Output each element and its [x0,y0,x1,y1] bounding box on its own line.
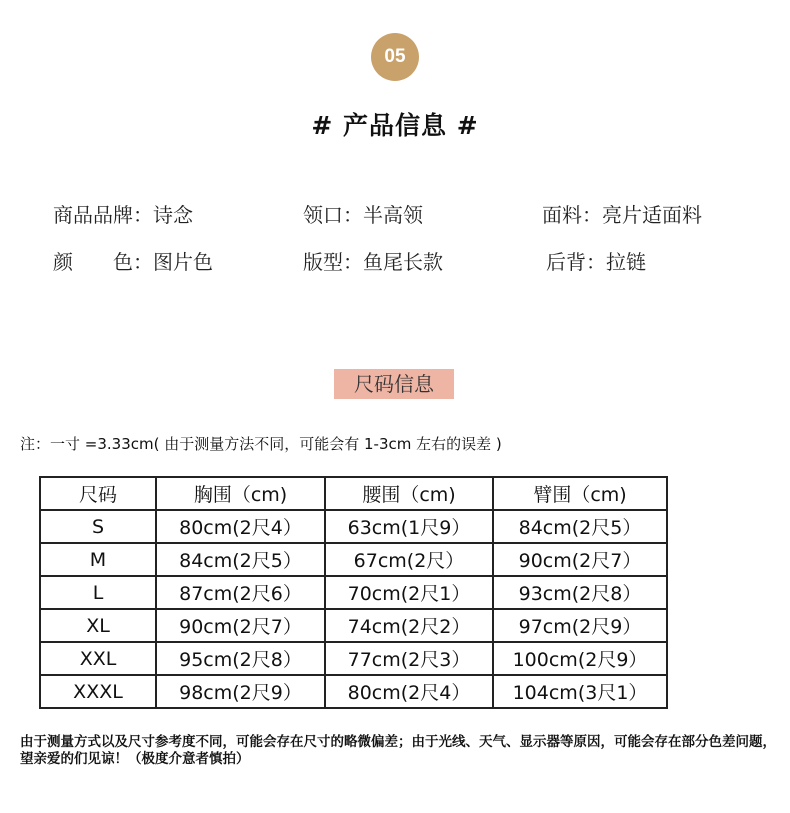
info-brand [53,199,193,228]
table-row [40,609,667,642]
section-number-badge: 05 [371,33,419,81]
cell-waist: 67cm(2尺） [325,543,493,576]
cell-waist: 74cm(2尺2） [325,609,493,642]
cell-size: L [40,576,156,609]
cell-bust: 95cm(2尺8） [156,642,325,675]
cell-size: S [40,510,156,543]
measurement-note: 注：一寸 =3.33cm( 由于测量方法不同，可能会有 1-3cm 左右的误差 ) [20,435,502,453]
header-waist: 腰围（cm) [325,477,493,510]
table-row [40,510,667,543]
cell-size: M [40,543,156,576]
size-table [39,476,668,709]
cell-waist: 70cm(2尺1） [325,576,493,609]
info-value: 诗念 [153,203,193,227]
info-key: 商品品牌： [53,203,153,227]
cell-arm: 93cm(2尺8） [493,576,667,609]
table-row [40,543,667,576]
info-color [53,246,213,275]
info-fabric [542,199,702,228]
cell-arm: 100cm(2尺9） [493,642,667,675]
cell-waist: 63cm(1尺9） [325,510,493,543]
cell-size: XL [40,609,156,642]
cell-waist: 80cm(2尺4） [325,675,493,708]
info-key: 后背： [546,250,606,274]
header-arm: 臂围（cm) [493,477,667,510]
cell-size: XXXL [40,675,156,708]
table-row [40,675,667,708]
size-section-label: 尺码信息 [334,369,454,399]
cell-bust: 84cm(2尺5） [156,543,325,576]
table-row [40,576,667,609]
info-key: 领口： [303,203,363,227]
info-key: 颜 色： [53,250,153,274]
header-bust: 胸围（cm) [156,477,325,510]
cell-arm: 104cm(3尺1） [493,675,667,708]
info-value: 鱼尾长款 [363,250,443,274]
info-value: 图片色 [153,250,213,274]
info-key: 面料： [542,203,602,227]
header-size: 尺码 [40,477,156,510]
info-value: 半高领 [363,203,423,227]
cell-arm: 84cm(2尺5） [493,510,667,543]
cell-bust: 80cm(2尺4） [156,510,325,543]
cell-bust: 87cm(2尺6） [156,576,325,609]
cell-bust: 90cm(2尺7） [156,609,325,642]
cell-bust: 98cm(2尺9） [156,675,325,708]
info-back [546,246,646,275]
cell-arm: 97cm(2尺9） [493,609,667,642]
cell-arm: 90cm(2尺7） [493,543,667,576]
info-key: 版型： [303,250,363,274]
table-header-row [40,477,667,510]
page-title: # 产品信息 # [311,111,479,140]
table-row [40,642,667,675]
info-style [303,246,443,275]
info-collar [303,199,423,228]
info-value: 拉链 [606,250,646,274]
cell-size: XXL [40,642,156,675]
cell-waist: 77cm(2尺3） [325,642,493,675]
disclaimer-text: 由于测量方式以及尺寸参考度不同，可能会存在尺寸的略微偏差；由于光线、天气、显示器等原因，可能会存在部分色差问题，望亲爱的们见谅！（极度介意者慎拍） [20,734,776,767]
info-value: 亮片适面料 [602,203,702,227]
